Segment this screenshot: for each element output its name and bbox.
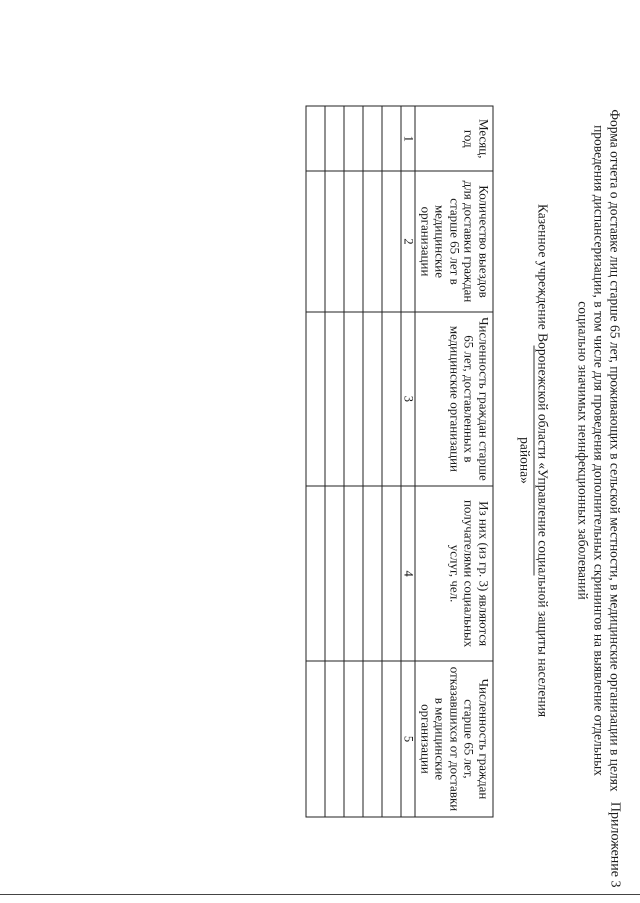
header-month-year: Месяц, год: [415, 106, 493, 171]
table-cell: [344, 171, 363, 311]
table-cell: [382, 311, 401, 486]
table-cell: [306, 660, 325, 816]
column-number: 4: [401, 486, 415, 661]
table-row: [344, 106, 363, 817]
agency-line-2: района»: [516, 345, 534, 575]
column-number: 3: [401, 311, 415, 486]
table-cell: [344, 311, 363, 486]
form-title: [574, 80, 622, 820]
header-row: [415, 106, 493, 817]
column-number: 1: [401, 106, 415, 171]
table-cell: [325, 106, 344, 171]
table-cell: [382, 106, 401, 171]
agency-name: [516, 130, 551, 790]
title-line-1: Форма отчета о доставке лиц старше 65 лет, проживающих в сельской местности, в медицинские организации в целях: [607, 108, 622, 792]
report-table: [306, 105, 494, 817]
table-row: [306, 106, 325, 817]
column-number: 2: [401, 171, 415, 311]
table-cell: [344, 486, 363, 661]
appendix-label: Приложение 3: [607, 801, 622, 887]
table-cell: [363, 311, 382, 486]
header-delivered-count: Численность граждан старше 65 лет, доставленных в медицинские организации: [415, 311, 493, 486]
table-row: [325, 106, 344, 817]
header-social-recipients: Из них (из гр. 3) являются получателями социальных услуг, чел.: [415, 486, 493, 661]
table-cell: [363, 106, 382, 171]
table-cell: [325, 311, 344, 486]
table-cell: [363, 171, 382, 311]
header-trips-count: Количество выездов для доставки граждан старше 65 лет в медицинские организации: [415, 171, 493, 311]
header-refused-count: Численность граждан старше 65 лет, отказавшихся от доставки в медицинские организации: [415, 660, 493, 816]
empty-rows: [306, 106, 401, 817]
page-bottom-rule: [0, 894, 640, 895]
table-row: [363, 106, 382, 817]
table-cell: [325, 171, 344, 311]
column-number-row: [401, 106, 415, 817]
table-cell: [325, 486, 344, 661]
table-cell: [344, 106, 363, 171]
table-cell: [306, 486, 325, 661]
table-cell: [306, 311, 325, 486]
table-cell: [382, 171, 401, 311]
table-cell: [363, 660, 382, 816]
column-number: 5: [401, 660, 415, 816]
table-cell: [382, 660, 401, 816]
table-row: [382, 106, 401, 817]
title-line-3: социально значимых неинфекционных заболеваний: [575, 300, 590, 600]
table-cell: [325, 660, 344, 816]
table-cell: [363, 486, 382, 661]
table-cell: [306, 171, 325, 311]
agency-line-1: Казенное учреждение Воронежской области «Управление социальной защиты населения: [535, 203, 550, 717]
table-cell: [382, 486, 401, 661]
table-cell: [344, 660, 363, 816]
title-line-2: проведения диспансеризации, в том числе для проведения дополнительных скринингов на выявление отдельных: [591, 124, 606, 776]
table-cell: [306, 106, 325, 171]
